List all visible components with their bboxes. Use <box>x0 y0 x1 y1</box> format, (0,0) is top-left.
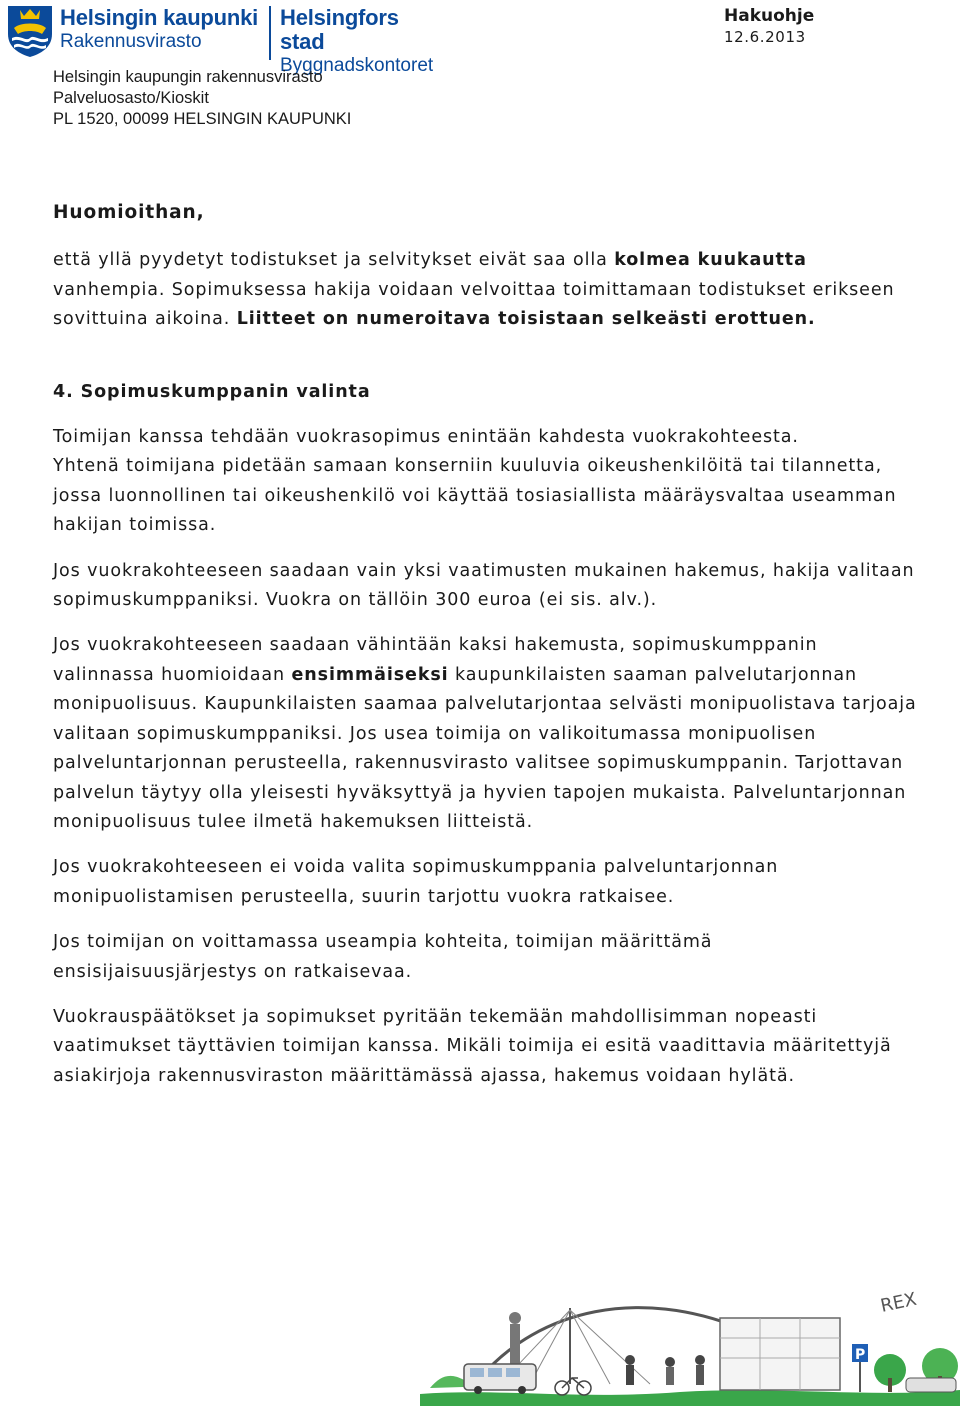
logo-divider <box>269 6 271 60</box>
section-4-heading: 4. Sopimuskumppanin valinta <box>53 381 371 402</box>
grass-ground <box>420 1390 960 1406</box>
note-paragraph <box>53 246 923 334</box>
person-icon <box>665 1357 675 1367</box>
paragraph-3: Jos vuokrakohteeseen saadaan vain yksi vaatimusten mukainen hakemus, hakija valitaan sopimuskumppaniksi. Vuokra on tällöin 300 euroa (ei sis. alv.). <box>53 560 915 611</box>
car-icon <box>906 1378 956 1392</box>
person-icon <box>625 1355 635 1365</box>
cityscape-illustration <box>420 1268 960 1406</box>
org-name-finnish <box>60 6 258 54</box>
department-name-sv: Byggnadskontoret <box>280 55 434 76</box>
department-name-fi: Rakennusvirasto <box>60 31 202 52</box>
sender-address <box>53 67 351 130</box>
note-text-2: vanhempia. Sopimuksessa hakija voidaan velvoittaa toimittamaan todistukset erikseen sovittuina aikoina. <box>53 279 895 330</box>
city-name-fi: Helsingin kaupunki <box>60 5 259 30</box>
paragraph-6: Jos toimijan on voittamassa useampia kohteita, toimijan määrittämä ensisijaisuusjärjestys on ratkaisevaa. <box>53 932 713 982</box>
paragraph-1: Toimijan kanssa tehdään vuokrasopimus enintään kahdesta vuokrakohteesta. <box>53 427 799 448</box>
document-date: 12.6.2013 <box>724 28 806 46</box>
paragraph-5: Jos vuokrakohteeseen ei voida valita sopimuskumppania palveluntarjonnan monipuolistamisen perusteella, suurin tarjottu vuokra ratkaisee. <box>53 857 779 907</box>
document-body <box>53 198 923 1107</box>
paragraph-4-text-b: kaupunkilaisten saaman palvelutarjonnan monipuolisuus. Kaupunkilaisten saamaa palvelutarjontaa selvästi monipuolistava tarjoaja valitaan sopimuskumppaniksi. Jos usea toimija on valikoitumassa monipuolisen palveluntarjonnan perusteella, rakennusvirasto valitsee sopimuskumppanin. Tarjottavan palvelun täytyy olla yleisesti hyväksyttyä ja hyvien tapojen mukaista. Palveluntarjonnan monipuolisuus tulee ilmetä hakemuksen liitteistä. <box>53 664 917 832</box>
statue-head <box>509 1312 521 1324</box>
helsinki-crest-icon <box>6 4 54 58</box>
parking-sign-label: P <box>855 1347 866 1363</box>
person-icon <box>695 1355 705 1365</box>
sender-line-3: PL 1520, 00099 HELSINGIN KAUPUNKI <box>53 110 352 128</box>
city-logo <box>6 4 446 76</box>
note-bold-2: Liitteet on numeroitava toisistaan selkeästi erottuen. <box>236 309 816 330</box>
city-name-sv: Helsingfors stad <box>280 5 399 54</box>
rex-sign: REX <box>878 1288 919 1317</box>
note-bold-1: kolmea kuukautta <box>614 250 807 271</box>
sender-line-1: Helsingin kaupungin rakennusvirasto <box>53 68 323 86</box>
note-text-1: että yllä pyydetyt todistukset ja selvitykset eivät saa olla <box>53 250 615 271</box>
paragraph-4-text-a: Jos vuokrakohteeseen saadaan vähintään kaksi hakemusta, sopimuskumppanin valinnassa huomioidaan <box>53 635 818 685</box>
paragraph-2: Yhtenä toimijana pidetään samaan konserniin kuuluvia oikeushenkilöitä tai tilannetta, jossa luonnollinen tai oikeushenkilö voi käyttää tosiasiallista määräysvaltaa useamman hakijan toimissa. <box>53 456 897 536</box>
building <box>720 1318 840 1390</box>
note-heading: Huomioithan, <box>53 202 205 223</box>
sender-line-2: Palveluosasto/Kioskit <box>53 89 209 107</box>
document-type: Hakuohje <box>724 6 815 26</box>
paragraph-4 <box>53 631 923 837</box>
paragraph-4-bold: ensimmäiseksi <box>291 664 449 685</box>
paragraph-7: Vuokrauspäätökset ja sopimukset pyritään tekemään mahdollisimman nopeasti vaatimukset täyttävien toimijan kanssa. Mikäli toimija ei esitä vaadittavia määritettyjä asiakirjoja rakennusviraston määrittämässä ajassa, hakemus voidaan hylätä. <box>53 1006 892 1086</box>
